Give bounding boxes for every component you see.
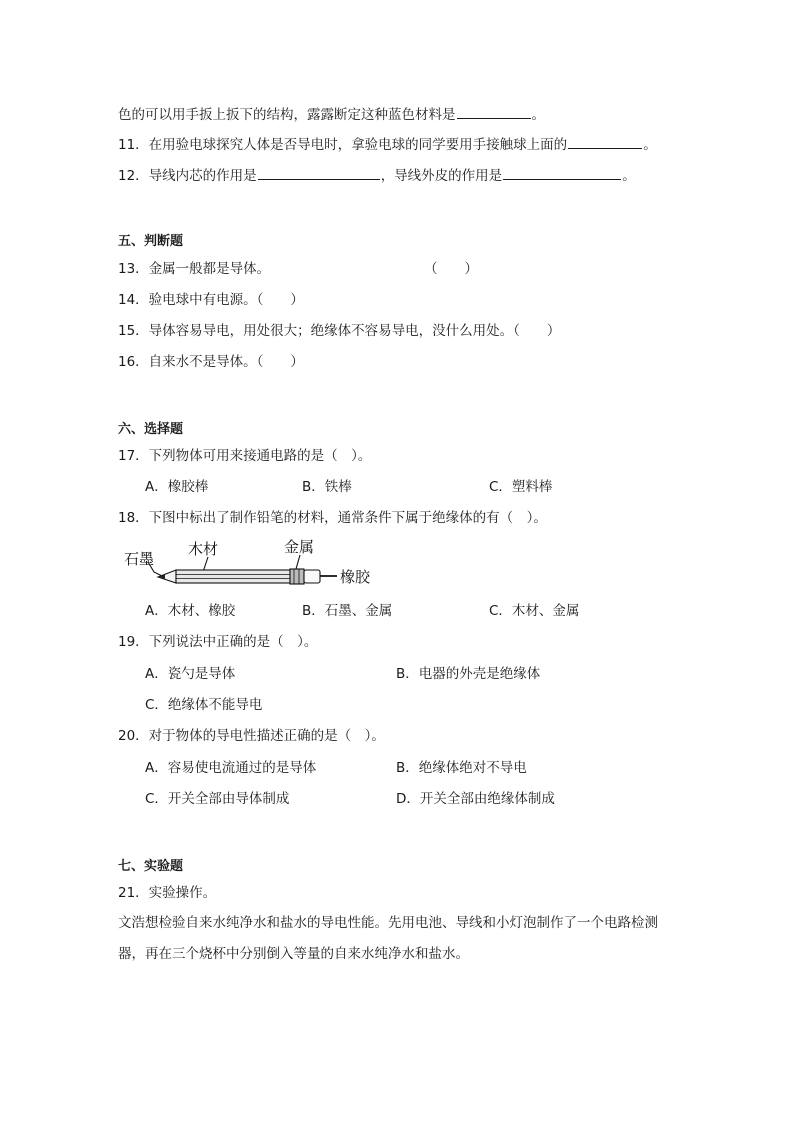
label-rubber: 橡胶 xyxy=(340,568,371,586)
q17-option-c[interactable]: C．塑料棒 xyxy=(489,479,553,495)
q20-option-d[interactable]: D．开关全部由绝缘体制成 xyxy=(396,791,555,807)
pencil-diagram xyxy=(122,537,382,589)
q21-paragraph-line-2: 器，再在三个烧杯中分别倒入等量的自来水纯净水和盐水。 xyxy=(118,946,469,962)
question-21: 21．实验操作。 xyxy=(118,885,217,901)
q12-answer-blank-2[interactable] xyxy=(503,165,621,180)
label-wood: 木材 xyxy=(188,540,219,558)
q13-answer-paren[interactable]: （ ） xyxy=(424,261,478,277)
question-12 xyxy=(118,165,636,186)
label-graphite: 石墨 xyxy=(124,550,155,568)
q10-text: 色的可以用手扳上扳下的结构，露露断定这种蓝色材料是 xyxy=(118,107,456,123)
question-14: 14．验电球中有电源。（ ） xyxy=(118,292,304,308)
pencil-ferrule xyxy=(290,569,304,584)
q12-text: 12．导线内芯的作用是 xyxy=(118,168,257,184)
q12-end: 。 xyxy=(622,168,636,184)
question-19: 19．下列说法中正确的是（ ）。 xyxy=(118,634,318,650)
q12-middle: ，导线外皮的作用是 xyxy=(380,168,503,184)
q19-option-b[interactable]: B．电器的外壳是绝缘体 xyxy=(396,666,541,682)
q17-option-b[interactable]: B．铁棒 xyxy=(302,479,352,495)
q21-paragraph-line-1: 文浩想检验自来水纯净水和盐水的导电性能。先用电池、导线和小灯泡制作了一个电路检测 xyxy=(118,915,658,931)
q18-option-a[interactable]: A．木材、橡胶 xyxy=(145,603,236,619)
question-18: 18．下图中标出了制作铅笔的材料，通常条件下属于绝缘体的有（ ）。 xyxy=(118,510,547,526)
question-20: 20．对于物体的导电性描述正确的是（ ）。 xyxy=(118,728,385,744)
q11-answer-blank[interactable] xyxy=(568,134,642,149)
q10-answer-blank[interactable] xyxy=(457,104,531,119)
q18-option-c[interactable]: C．木材、金属 xyxy=(489,603,580,619)
section-experiment-title: 七、实验题 xyxy=(118,859,184,874)
question-15: 15．导体容易导电，用处很大；绝缘体不容易导电，没什么用处。（ ） xyxy=(118,323,561,339)
q20-option-c[interactable]: C．开关全部由导体制成 xyxy=(145,791,290,807)
q19-option-c[interactable]: C．绝缘体不能导电 xyxy=(145,697,263,713)
q10-end: 。 xyxy=(531,107,545,123)
question-13: 13．金属一般都是导体。 xyxy=(118,261,271,277)
q12-answer-blank-1[interactable] xyxy=(258,165,380,180)
q10-continuation xyxy=(118,104,545,125)
q19-option-a[interactable]: A．瓷勺是导体 xyxy=(145,666,236,682)
section-choice-title: 六、选择题 xyxy=(118,422,184,437)
q18-option-b[interactable]: B．石墨、金属 xyxy=(302,603,393,619)
q20-option-a[interactable]: A．容易使电流通过的是导体 xyxy=(145,760,317,776)
q11-text: 11．在用验电球探究人体是否导电时，拿验电球的同学要用手接触球上面的 xyxy=(118,137,568,153)
question-17: 17．下列物体可用来接通电路的是（ ）。 xyxy=(118,448,372,464)
q11-end: 。 xyxy=(643,137,657,153)
q17-option-a[interactable]: A．橡胶棒 xyxy=(145,479,209,495)
q20-option-b[interactable]: B．绝缘体绝对不导电 xyxy=(396,760,527,776)
question-11 xyxy=(118,134,657,155)
pencil-eraser xyxy=(304,570,320,583)
metal-leader xyxy=(296,555,300,569)
label-metal: 金属 xyxy=(284,538,315,556)
section-judge-title: 五、判断题 xyxy=(118,234,184,249)
question-16: 16．自来水不是导体。（ ） xyxy=(118,354,304,370)
pencil-body xyxy=(176,570,290,583)
